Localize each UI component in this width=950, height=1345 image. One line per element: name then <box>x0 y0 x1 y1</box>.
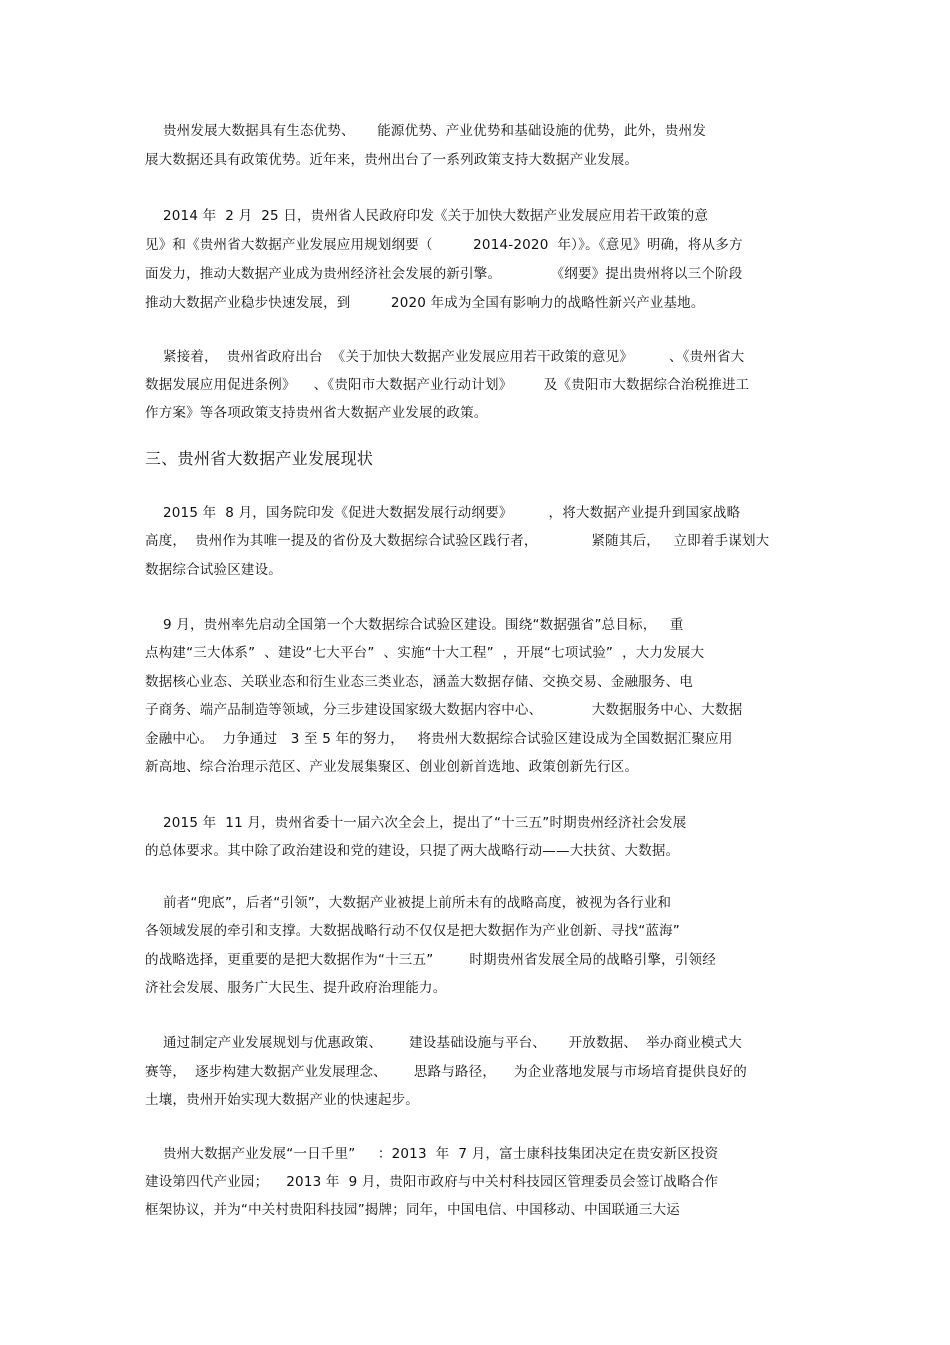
paragraph-line: 2015 年 8 月，国务院印发《促进大数据发展行动纲要》 ，将大数据产业提升到国家战略 <box>145 505 741 521</box>
paragraph-line: 见》和《贵州省大数据产业发展应用规划纲要（ 2014-2020 年）》。《意见》明确，将从多方 <box>145 237 743 253</box>
paragraph-line: 贵州发展大数据具有生态优势、 能源优势、产业优势和基础设施的优势，此外，贵州发 <box>145 123 707 139</box>
paragraph-line: 数据核心业态、关联业态和衍生业态三类业态，涵盖大数据存储、交换交易、金融服务、电 <box>145 674 693 690</box>
paragraph-line: 高度， 贵州作为其唯一提及的省份及大数据综合试验区践行者， 紧随其后， 立即着手谋划大 <box>145 533 770 549</box>
paragraph-line: 数据综合试验区建设。 <box>145 562 282 578</box>
section-heading: 三、贵州省大数据产业发展现状 <box>145 449 374 468</box>
paragraph-line: 金融中心。 力争通过 3 至 5 年的努力， 将贵州大数据综合试验区建设成为全国数据汇聚应用 <box>145 731 733 747</box>
paragraph-line: 2014 年 2 月 25 日，贵州省人民政府印发《关于加快大数据产业发展应用若干政策的意 <box>145 208 709 224</box>
paragraph-line: 的总体要求。其中除了政治建设和党的建设，只提了两大战略行动——大扶贫、大数据。 <box>145 843 680 859</box>
paragraph-line: 建设第四代产业园； 2013 年 9 月，贵阳市政府与中关村科技园区管理委员会签订战略合作 <box>145 1174 719 1190</box>
paragraph-line: 贵州大数据产业发展“一日千里” ：2013 年 7 月，富士康科技集团决定在贵安新区投资 <box>145 1146 719 1162</box>
paragraph-line: 各领域发展的牵引和支撑。大数据战略行动不仅仅是把大数据作为产业创新、寻找“蓝海” <box>145 923 680 939</box>
paragraph-line: 作方案》等各项政策支持贵州省大数据产业发展的政策。 <box>145 405 488 421</box>
paragraph-line: 紧接着， 贵州省政府出台 《关于加快大数据产业发展应用若干政策的意见》 、《贵州省大 <box>145 349 745 365</box>
paragraph-line: 通过制定产业发展规划与优惠政策、 建设基础设施与平台、 开放数据、 举办商业模式大 <box>145 1035 742 1051</box>
paragraph-line: 推动大数据产业稳步快速发展，到 2020 年成为全国有影响力的战略性新兴产业基地。 <box>145 295 705 311</box>
paragraph-line: 数据发展应用促进条例》 、《贵阳市大数据产业行动计划》 及《贵阳市大数据综合治税推进工 <box>145 377 750 393</box>
paragraph-line: 面发力，推动大数据产业成为贵州经济社会发展的新引擎。 《纲要》提出贵州将以三个阶段 <box>145 266 743 282</box>
paragraph-line: 的战略选择，更重要的是把大数据作为“十三五” 时期贵州省发展全局的战略引擎，引领经 <box>145 952 716 968</box>
paragraph-line: 济社会发展、服务广大民生、提升政府治理能力。 <box>145 980 447 996</box>
paragraph-line: 框架协议，并为“中关村贵阳科技园”揭牌；同年，中国电信、中国移动、中国联通三大运 <box>145 1202 680 1218</box>
paragraph-line: 9 月，贵州率先启动全国第一个大数据综合试验区建设。围绕“数据强省”总目标， 重 <box>145 617 684 633</box>
paragraph-line: 前者“兜底”，后者“引领”，大数据产业被提上前所未有的战略高度，被视为各行业和 <box>145 895 672 911</box>
paragraph-line: 赛等， 逐步构建大数据产业发展理念、 思路与路径， 为企业落地发展与市场培育提供良好的 <box>145 1064 747 1080</box>
paragraph-line: 展大数据还具有政策优势。近年来，贵州出台了一系列政策支持大数据产业发展。 <box>145 152 639 168</box>
paragraph-line: 点构建“三大体系” 、建设“七大平台” 、实施“十大工程” ，开展“七项试验” ，大力发展大 <box>145 645 705 661</box>
paragraph-line: 新高地、综合治理示范区、产业发展集聚区、创业创新首选地、政策创新先行区。 <box>145 759 639 775</box>
paragraph-line: 2015 年 11 月，贵州省委十一届六次全会上，提出了“十三五”时期贵州经济社会发展 <box>145 815 687 831</box>
paragraph-line: 土壤，贵州开始实现大数据产业的快速起步。 <box>145 1092 419 1108</box>
paragraph-line: 子商务、端产品制造等领域，分三步建设国家级大数据内容中心、 大数据服务中心、大数据 <box>145 702 743 718</box>
